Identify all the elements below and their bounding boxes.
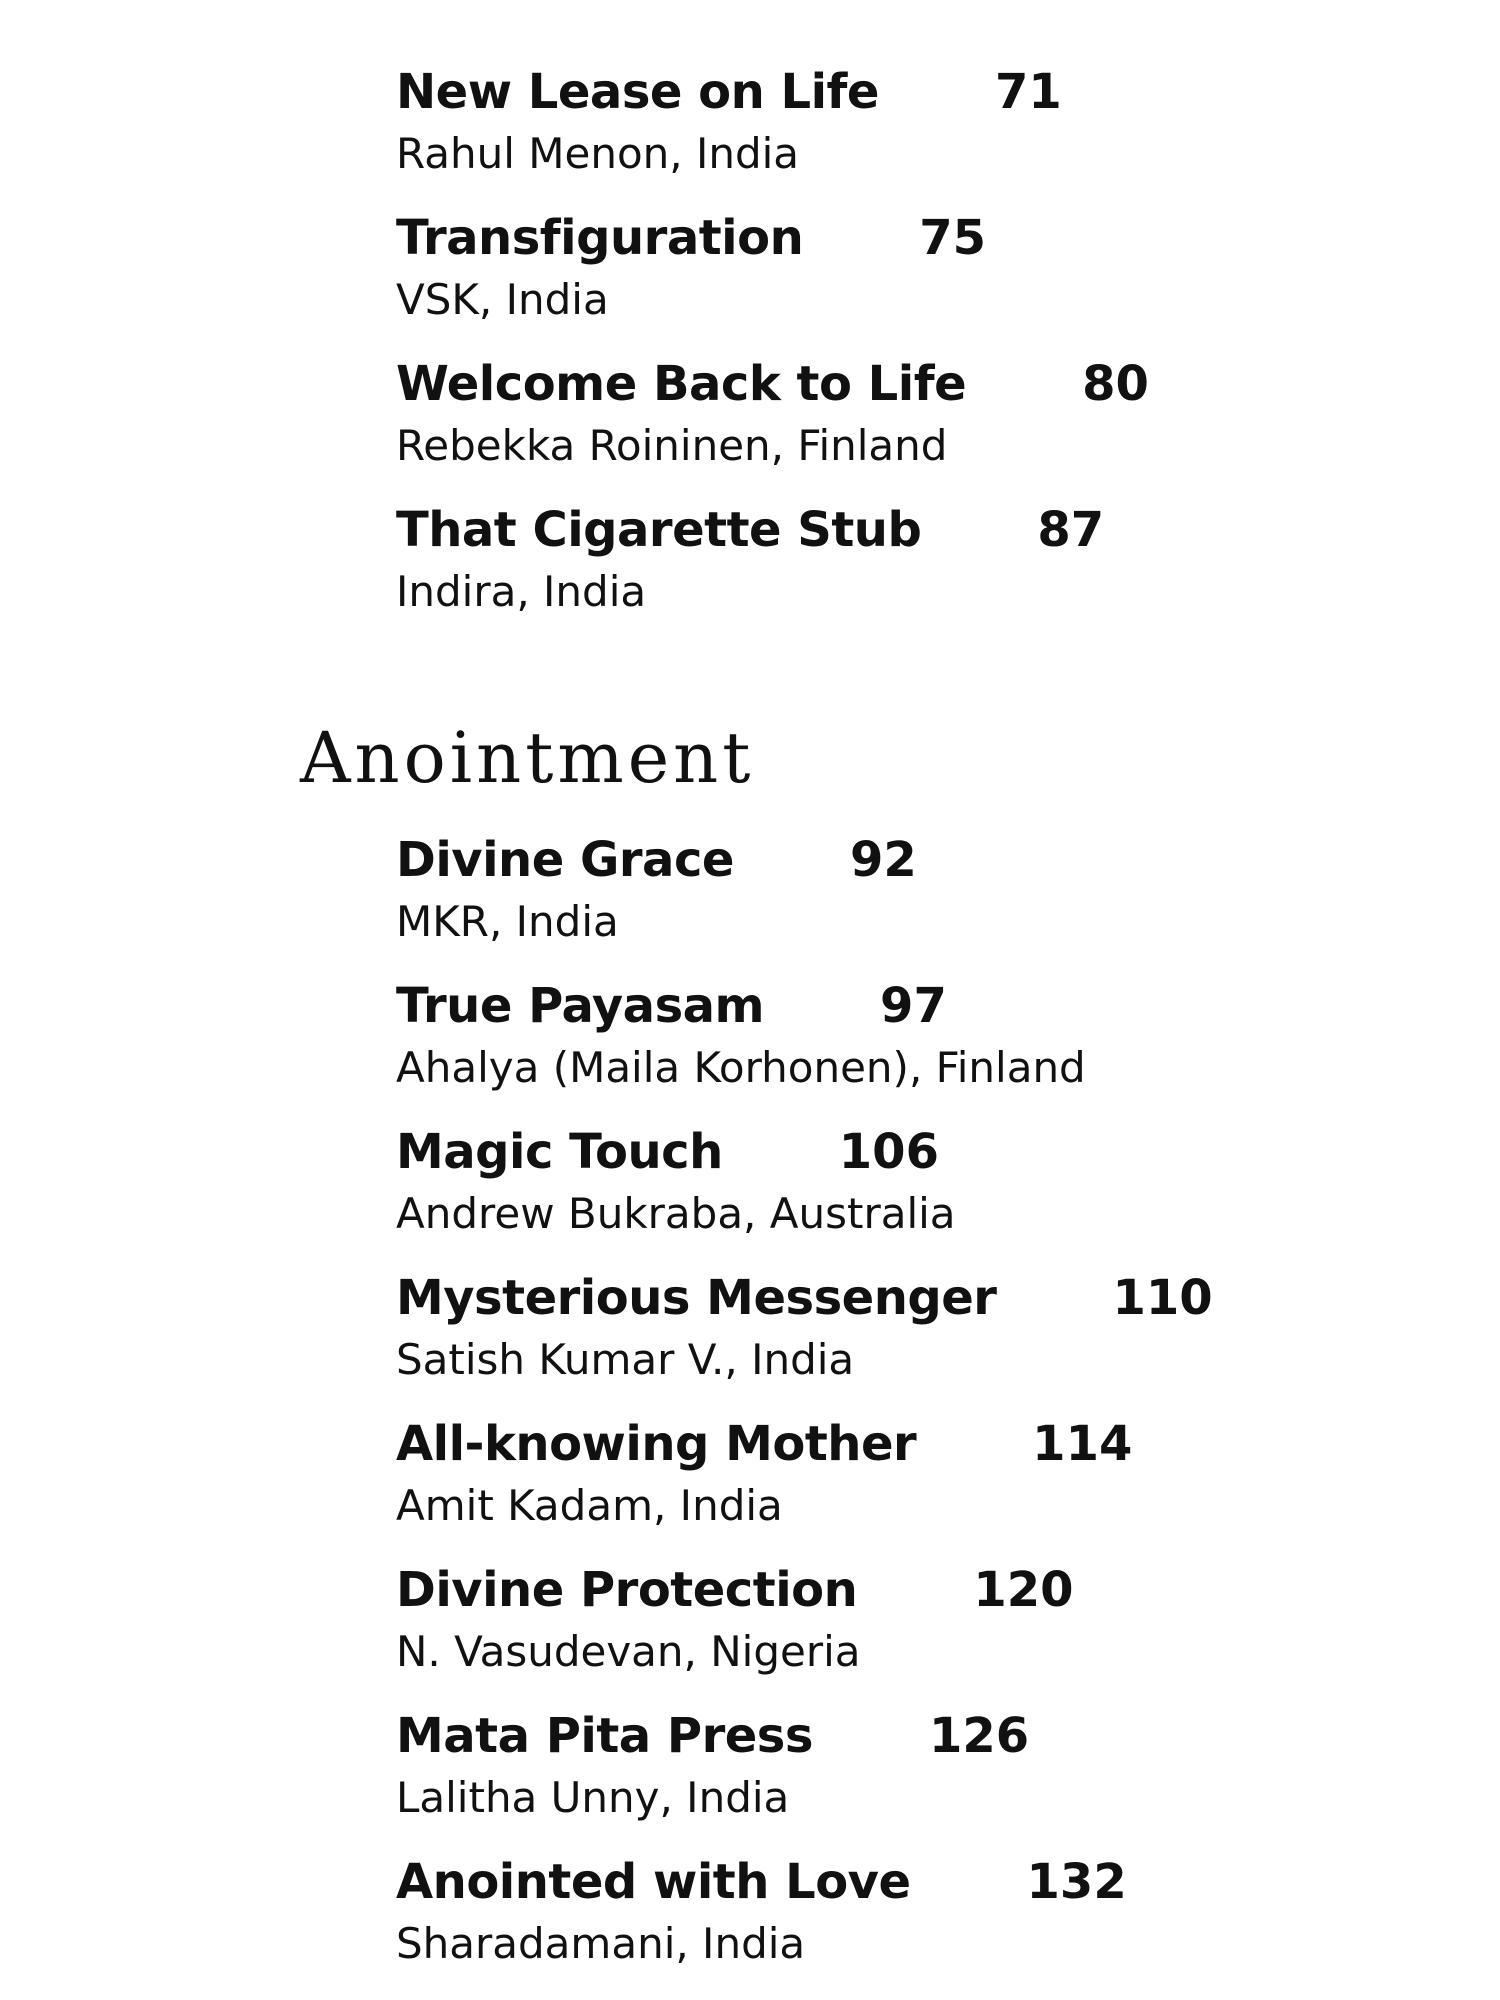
entry-author: Rebekka Roininen, Finland bbox=[396, 421, 948, 470]
entry-title: Mata Pita Press bbox=[396, 1708, 813, 1764]
toc-entry bbox=[396, 1412, 1396, 1558]
entry-author: MKR, India bbox=[396, 897, 619, 946]
entry-title: Magic Touch bbox=[396, 1124, 723, 1180]
entry-title: Mysterious Messenger bbox=[396, 1270, 997, 1326]
entry-page-number: 114 bbox=[1032, 1416, 1133, 1472]
entry-author: Amit Kadam, India bbox=[396, 1481, 783, 1530]
entry-page-number: 106 bbox=[838, 1124, 939, 1180]
entry-author: N. Vasudevan, Nigeria bbox=[396, 1627, 861, 1676]
entry-author: Indira, India bbox=[396, 567, 647, 616]
toc-entry-line bbox=[396, 974, 1396, 1038]
toc-entry-line bbox=[396, 828, 1396, 892]
toc-entry bbox=[396, 60, 1396, 206]
toc-entry-line bbox=[396, 206, 1396, 270]
toc-entry bbox=[396, 1558, 1396, 1704]
entry-author: VSK, India bbox=[396, 275, 609, 324]
entry-title: Divine Grace bbox=[396, 832, 734, 888]
toc-entry-line bbox=[396, 352, 1396, 416]
entry-title: Divine Protection bbox=[396, 1562, 858, 1618]
entry-page-number: 87 bbox=[1037, 502, 1105, 558]
entry-title: Welcome Back to Life bbox=[396, 356, 967, 412]
entry-author: Ahalya (Maila Korhonen), Finland bbox=[396, 1043, 1086, 1092]
entry-page-number: 120 bbox=[973, 1562, 1074, 1618]
toc-entry-line bbox=[396, 1558, 1396, 1622]
entry-page-number: 80 bbox=[1082, 356, 1149, 412]
entry-page-number: 97 bbox=[880, 978, 947, 1034]
entry-title: Anointed with Love bbox=[396, 1854, 911, 1910]
toc-entries-section bbox=[396, 828, 1396, 1996]
entry-author: Lalitha Unny, India bbox=[396, 1773, 790, 1822]
entry-page-number: 110 bbox=[1112, 1270, 1213, 1326]
toc-entry bbox=[396, 498, 1396, 644]
entry-page-number: 126 bbox=[928, 1708, 1030, 1764]
entry-page-number: 71 bbox=[994, 64, 1062, 120]
toc-entries-top bbox=[396, 60, 1396, 644]
entry-author: Satish Kumar V., India bbox=[396, 1335, 855, 1384]
entry-page-number: 132 bbox=[1026, 1854, 1127, 1910]
toc-entry bbox=[396, 1704, 1396, 1850]
toc-entry-line bbox=[396, 1412, 1396, 1476]
entry-page-number: 92 bbox=[849, 832, 917, 888]
entry-author: Rahul Menon, India bbox=[396, 129, 800, 178]
toc-entry bbox=[396, 1266, 1396, 1412]
entry-page-number: 75 bbox=[919, 210, 987, 266]
toc-entry bbox=[396, 352, 1396, 498]
toc-entry bbox=[396, 974, 1396, 1120]
toc-entry-line bbox=[396, 1266, 1396, 1330]
toc-entry bbox=[396, 1120, 1396, 1266]
entry-author: Andrew Bukraba, Australia bbox=[396, 1189, 956, 1238]
entry-title: New Lease on Life bbox=[396, 64, 879, 120]
entry-title: All-knowing Mother bbox=[396, 1416, 917, 1472]
entry-title: Transfiguration bbox=[396, 210, 804, 266]
section-heading: Anointment bbox=[300, 717, 755, 799]
toc-entry-line bbox=[396, 1120, 1396, 1184]
toc-entry bbox=[396, 828, 1396, 974]
toc-entry bbox=[396, 1850, 1396, 1996]
toc-entry-line bbox=[396, 498, 1396, 562]
toc-entry bbox=[396, 206, 1396, 352]
toc-entry-line bbox=[396, 60, 1396, 124]
entry-title: True Payasam bbox=[396, 978, 765, 1034]
toc-entry-line bbox=[396, 1850, 1396, 1914]
entry-title: That Cigarette Stub bbox=[396, 502, 922, 558]
entry-author: Sharadamani, India bbox=[396, 1919, 806, 1968]
toc-entry-line bbox=[396, 1704, 1396, 1768]
